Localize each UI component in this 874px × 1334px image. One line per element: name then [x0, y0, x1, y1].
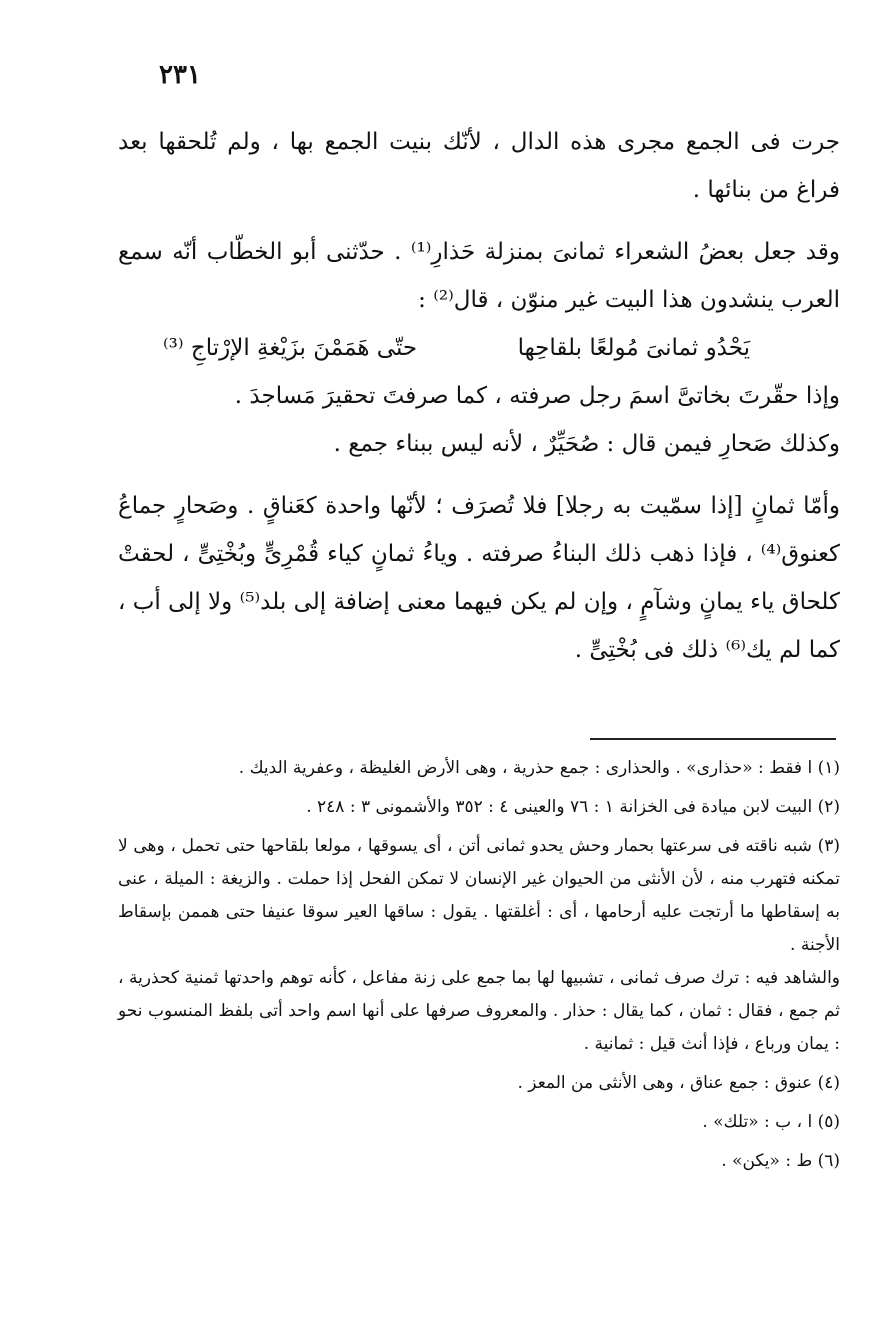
footnotes	[118, 752, 840, 1184]
verse-second-hemistich: حتّى هَمَمْنَ بزَيْغةِ الإرْتاجِ ⁽³⁾	[163, 335, 418, 361]
footnote-3: (٣) شبه ناقته فى سرعتها بحمار وحش يحدو ثمانى أتن ، أى يسوقها ، مولعا بلقاحها حتى تحمل ، وهى لا تمكنه فتهرب منه ، لأن الأنثى من الحيوان غير الإنسان لا تمكن الفحل إذا حملت . والزيغة : الميلة ، عنى به إسقاطها ما أرتجت عليه أرحامها ، أى : أغلقتها . يقول : ساقها العير سوقا عنيفا حتى هممن بإسقاط الأجنة .	[118, 836, 840, 955]
paragraph-2: وقد جعل بعضُ الشعراء ثمانىَ بمنزلة حَذارِ⁽¹⁾ . حدّثنى أبو الخطّاب أنّه سمع العرب ينشدون هذا البيت غير منوّن ، قال⁽²⁾ :	[118, 239, 840, 313]
verse-first-hemistich: يَحْدُو ثمانىَ مُولعًا بلقاحِها	[517, 335, 750, 361]
footnote-1: (١) ا فقط : «حذارى» . والحذارى : جمع حذرية ، وهى الأرض الغليظة ، وعفرية الديك .	[238, 758, 840, 778]
footnote-divider	[590, 738, 836, 740]
main-text	[118, 118, 840, 674]
footnote-4: (٤) عنوق : جمع عناق ، وهى الأنثى من المعز .	[517, 1073, 840, 1093]
paragraph-1: جرت فى الجمع مجرى هذه الدال ، لأنّك بنيت الجمع بها ، ولم تُلحقها بعد فراغ من بنائها .	[118, 129, 840, 203]
footnote-3-continued: والشاهد فيه : ترك صرف ثمانى ، تشبيها لها بما جمع على زنة مفاعل ، كأنه توهم واحدتها ثمنية كحذرية ، ثم جمع ، فقال : ثمان ، كما يقال : حذار . والمعروف صرفها على أنها اسم واحد أتى بلفظ المنسوب نحو : يمان ورباع ، فإذا أنث قيل : ثمانية .	[118, 968, 840, 1054]
paragraph-3b: وكذلك صَحارِ فيمن قال : صُحَيِّرٌ ، لأنه ليس ببناء جمع .	[333, 431, 840, 457]
paragraph-4: وأمّا ثمانٍ [إذا سمّيت به رجلا] فلا تُصرَف ؛ لأنّها واحدة كعَناقٍ . وصَحارٍ جماعُ كعنوق⁽⁴⁾ ، فإذا ذهب ذلك البناءُ صرفته . وياءُ ثمانٍ كياء قُمْرِىٍّ وبُخْتِىٍّ ، لحقتْ كلحاق ياء يمانٍ وشآمٍ ، وإن لم يكن فيهما معنى إضافة إلى بلد⁽⁵⁾ ولا إلى أب ، كما لم يك⁽⁶⁾ ذلك فى بُخْتِىٍّ .	[118, 493, 840, 663]
footnote-2: (٢) البيت لابن ميادة فى الخزانة ١ : ٧٦ والعينى ٤ : ٣٥٢ والأشمونى ٣ : ٢٤٨ .	[306, 797, 840, 817]
footnote-6: (٦) ط : «يكن» .	[721, 1151, 840, 1171]
poetry-verse	[118, 324, 840, 372]
footnote-5: (٥) ا ، ب : «تلك» .	[702, 1112, 840, 1132]
page-number: ٢٣١	[159, 60, 201, 90]
paragraph-3a: وإذا حقّرتَ بخاتىَّ اسمَ رجل صرفته ، كما صرفتَ تحقيرَ مَساجدَ .	[234, 383, 840, 409]
